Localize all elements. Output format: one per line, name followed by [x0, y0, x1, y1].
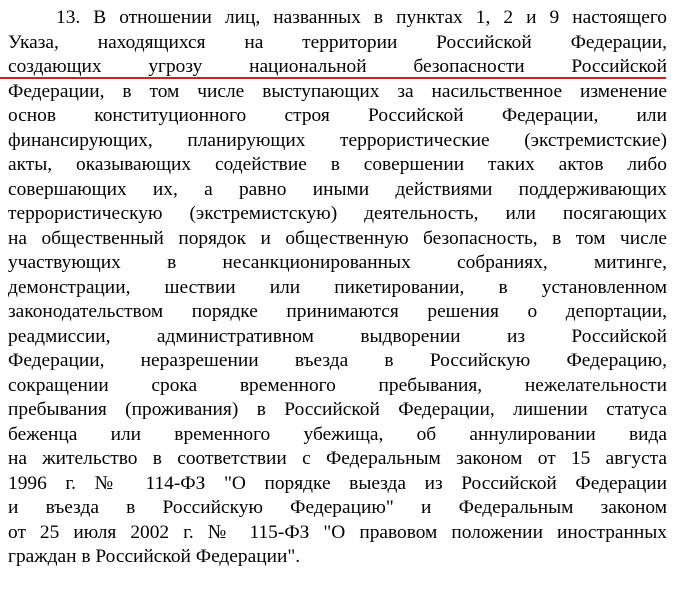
text-line-22: от 25 июля 2002 г. № 115-ФЗ "О правовом положении иностранных — [8, 521, 667, 543]
red-highlight-underline — [0, 77, 666, 79]
text-line-1: 13. В отношении лиц, названных в пунктах 1, 2 и 9 настоящего — [56, 7, 667, 28]
text-line-20: 1996 г. № 114-ФЗ "О порядке выезда из Российской Федерации — [8, 472, 667, 494]
text-line-8: совершающих их, а равно иными действиями поддерживающих — [8, 178, 667, 200]
text-line-23: граждан в Российской Федерации". — [8, 546, 301, 567]
text-line-2: Указа, находящихся на территории Российской Федерации, — [8, 31, 667, 53]
text-line-4: Федерации, в том числе выступающих за насильственное изменение — [8, 80, 667, 102]
text-line-16: сокращении срока временного пребывания, нежелательности — [8, 374, 667, 396]
text-line-21: и въезда в Российскую Федерацию" и Федеральным законом — [8, 497, 667, 518]
text-line-9: террористическую (экстремистскую) деятельность, или посягающих — [8, 203, 667, 224]
text-line-13: законодательством порядке принимаются решения о депортации, — [8, 301, 667, 322]
text-line-12: демонстрации, шествии или пикетировании, в установленном — [8, 276, 667, 298]
text-line-11: участвующих в несанкционированных собраниях, митинге, — [8, 252, 667, 273]
document-paragraph — [8, 6, 667, 570]
text-line-15: Федерации, неразрешении въезда в Российскую Федерацию, — [8, 350, 667, 371]
text-line-18: беженца или временного убежища, об аннулировании вида — [8, 423, 667, 445]
text-line-17: пребывания (проживания) в Российской Федерации, лишении статуса — [8, 399, 667, 420]
text-line-7: акты, оказывающих содействие в совершении таких актов либо — [8, 154, 667, 175]
text-line-5: основ конституционного строя Российской Федерации, или — [8, 105, 667, 126]
text-line-19: на жительство в соответствии с Федеральным законом от 15 августа — [8, 448, 667, 469]
text-line-14: реадмиссии, административном выдворении из Российской — [8, 325, 667, 347]
text-line-10: на общественный порядок и общественную безопасность, в том числе — [8, 227, 667, 249]
text-line-3: создающих угрозу национальной безопасности Российской — [8, 56, 667, 77]
text-line-6: финансирующих, планирующих террористические (экстремистские) — [8, 129, 667, 151]
